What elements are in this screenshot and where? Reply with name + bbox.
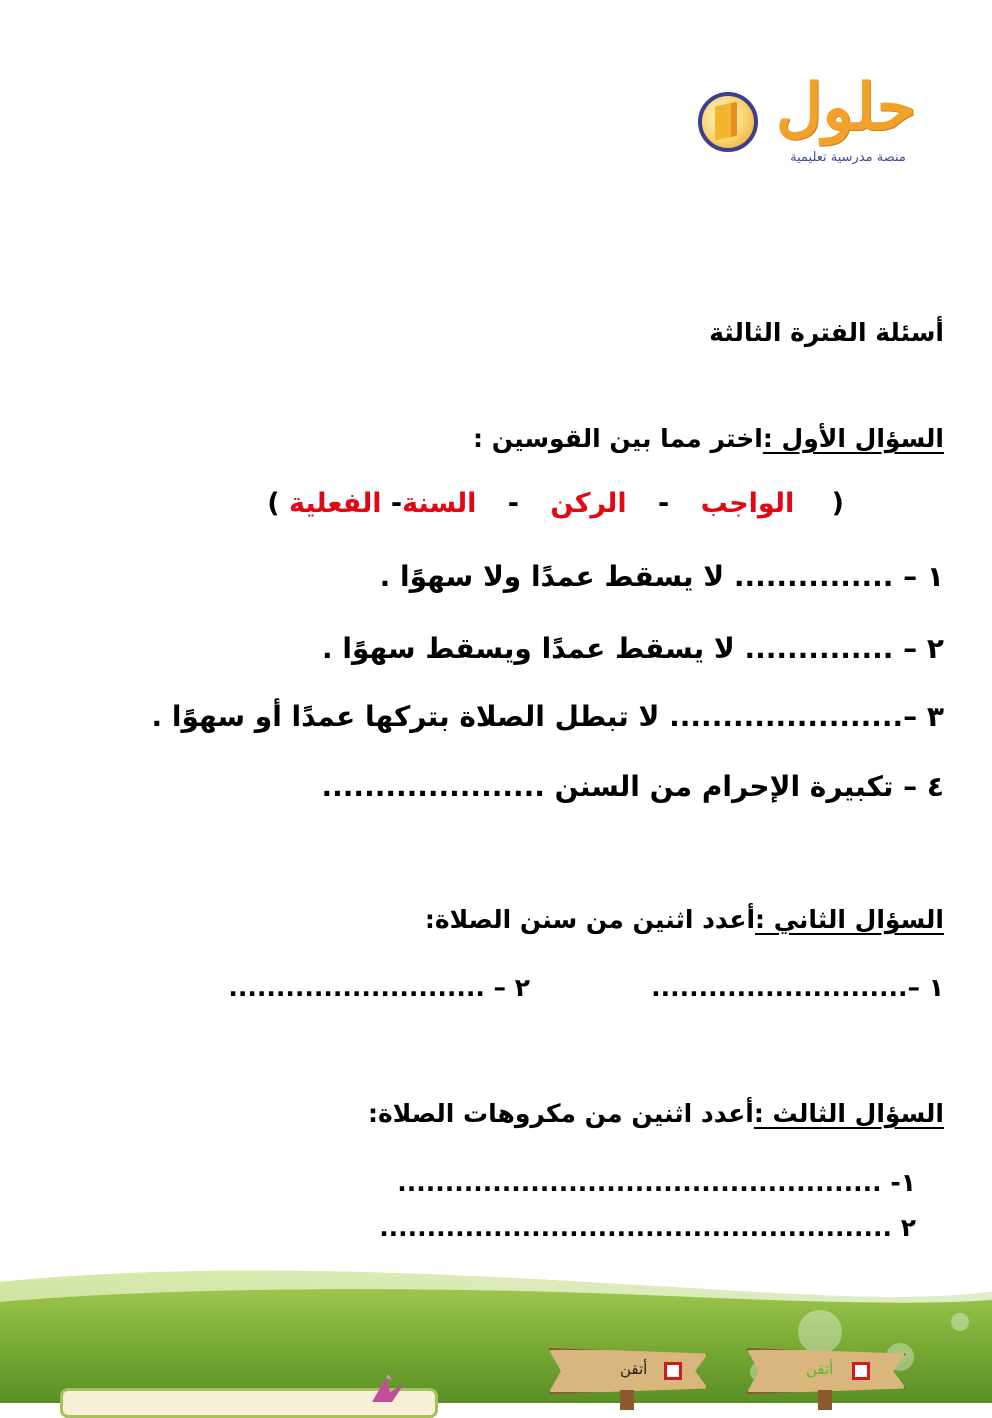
checkbox-icon[interactable] [664,1362,682,1380]
bird-icon [368,1374,408,1403]
signpost-label: أتقن [806,1360,834,1378]
choice-option: الفعلية [288,488,382,519]
choice-option: السنة [402,488,477,519]
choice-separator: - [390,488,403,519]
question-2-label: السؤال الثاني : [755,905,944,934]
paren-open: ( [831,488,844,519]
book-icon [715,102,737,141]
question-3-heading [368,1099,944,1128]
choice-option: الركن [550,488,627,519]
signpost-pole [818,1390,832,1410]
answer-line: ١ –........................... [651,973,944,1002]
answer-line: ٢ – ........................... [228,973,530,1002]
question-1-heading [473,424,944,453]
signpost-pole [620,1390,634,1410]
question-1-item: ١ – ............... لا يسقط عمدًا ولا سهوًا . [379,560,944,593]
hulul-logo [692,72,942,172]
choice-separator: - [658,488,670,519]
answer-line: ١- ................................................... [397,1168,916,1197]
answer-line: ٢ ...................................................... [379,1213,916,1242]
checkbox-icon[interactable] [852,1362,870,1380]
question-2-instruction: أعدد اثنين من سنن الصلاة: [424,905,756,934]
question-1-label: السؤال الأول : [762,424,944,453]
question-1-item: ٣ –...................... لا تبطل الصلاة بتركها عمدًا أو سهوًا . [151,700,944,733]
logo-tagline: منصة مدرسية تعليمية [790,150,906,165]
paren-close: ) [267,488,280,519]
choice-option: الواجب [700,488,795,519]
choice-separator: - [507,488,519,519]
logo-wordmark: حلول [775,70,917,145]
choices-row [267,488,844,519]
question-1-item: ٤ – تكبيرة الإحرام من السنن ..................... [321,770,944,803]
question-2-heading [425,905,944,934]
signpost-label: أتقن [620,1360,648,1378]
page-title: أسئلة الفترة الثالثة [709,318,944,347]
question-1-instruction: اختر مما بين القوسين : [473,424,763,453]
signpost-2 [746,1340,906,1403]
question-3-instruction: أعدد اثنين من مكروهات الصلاة: [368,1099,754,1128]
question-3-label: السؤال الثالث : [753,1099,944,1128]
question-1-item: ٢ – .............. لا يسقط عمدًا ويسقط سهوًا . [321,632,944,665]
signpost-1 [548,1340,708,1403]
